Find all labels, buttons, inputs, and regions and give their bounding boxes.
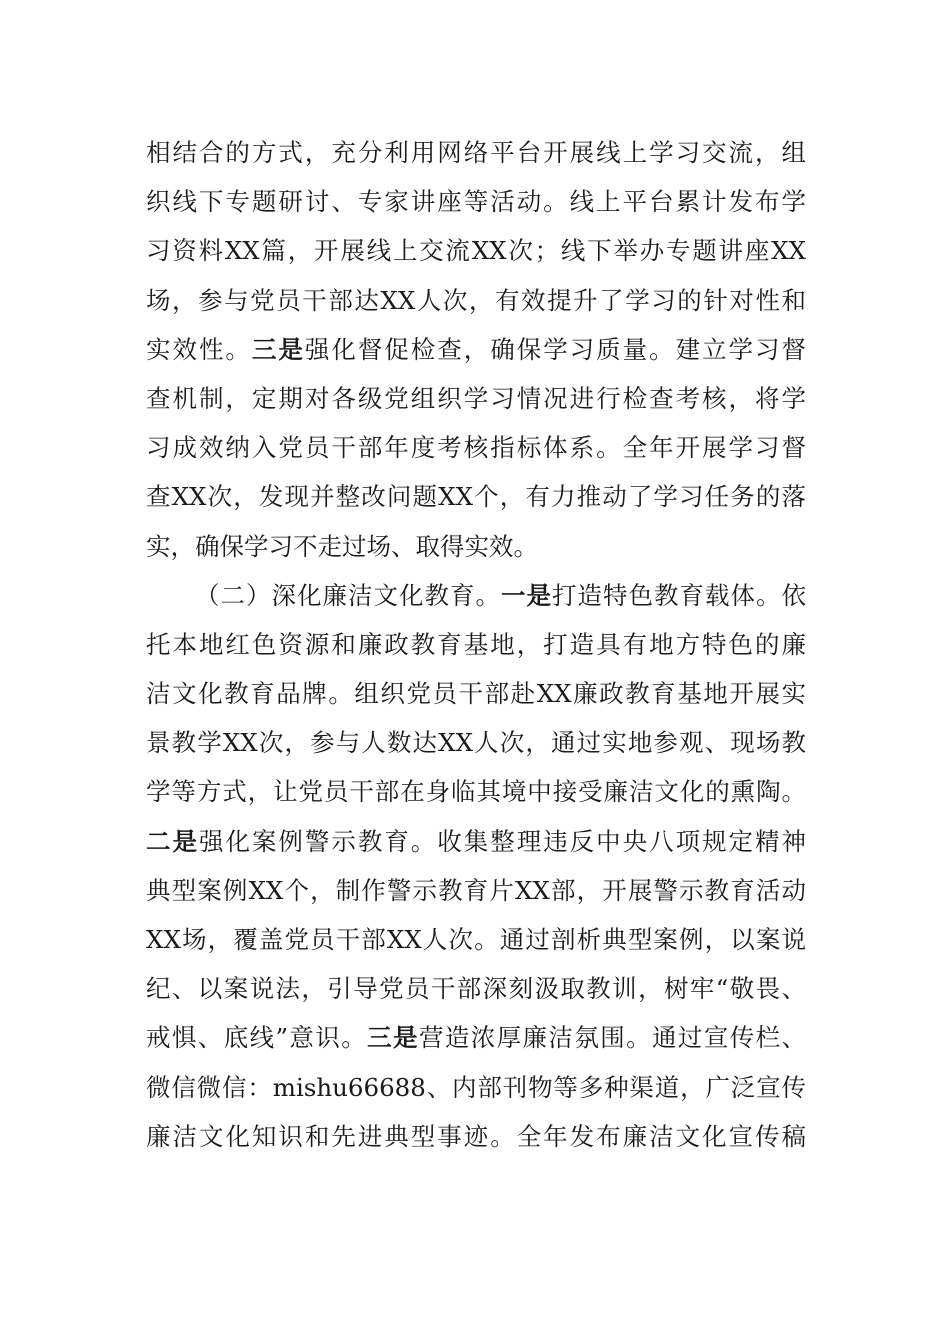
- text-segment: 营造浓厚廉洁氛围。通过宣传栏、: [418, 1023, 807, 1053]
- bold-text-segment: 一是: [501, 580, 552, 610]
- text-line: [146, 423, 806, 472]
- text-line: [146, 325, 806, 374]
- text-segment: 托本地红色资源和廉政教育基地，打造具有地方特色的廉: [146, 629, 806, 659]
- text-line: [146, 669, 806, 718]
- bold-text-segment: 三是: [251, 334, 305, 364]
- text-line: [146, 964, 806, 1013]
- text-line: [146, 767, 806, 816]
- text-line: [146, 522, 806, 571]
- text-line: [146, 374, 806, 423]
- bold-text-segment: 三是: [367, 1023, 419, 1053]
- text-segment: 强化案例警示教育。收集整理违反中央八项规定精神: [198, 826, 807, 856]
- text-segment: 微信微信：mishu66688、内部刊物等多种渠道，广泛宣传: [146, 1072, 806, 1102]
- text-segment: 典型案例XX个，制作警示教育片XX部，开展警示教育活动: [146, 875, 806, 905]
- text-segment: 习成效纳入党员干部年度考核指标体系。全年开展学习督: [146, 433, 806, 463]
- text-segment: 景教学XX次，参与人数达XX人次，通过实地参观、现场教: [146, 728, 806, 758]
- text-line: [146, 1112, 806, 1161]
- text-line: [146, 177, 806, 226]
- text-segment: 打造特色教育载体。依: [552, 580, 806, 610]
- bold-text-segment: 二是: [146, 826, 199, 856]
- text-line: [146, 1013, 806, 1062]
- text-segment: 纪、以案说法，引导党员干部深刻汲取教训，树牢“敬畏、: [146, 974, 806, 1004]
- text-line: [146, 571, 806, 620]
- text-line: [146, 915, 806, 964]
- text-segment: 戒惧、底线”意识。: [146, 1023, 368, 1053]
- text-segment: 洁文化教育品牌。组织党员干部赴XX廉政教育基地开展实: [146, 679, 806, 709]
- text-line: [146, 620, 806, 669]
- text-line: [146, 718, 806, 767]
- text-segment: 实效性。: [146, 334, 252, 364]
- text-line: [146, 817, 806, 866]
- text-line: [146, 472, 806, 521]
- text-segment: XX场，覆盖党员干部XX人次。通过剖析典型案例，以案说: [146, 925, 806, 954]
- text-line: [146, 276, 806, 325]
- text-segment: （二）深化廉洁文化教育。: [195, 580, 501, 610]
- text-line: [146, 226, 806, 275]
- text-segment: 织线下专题研讨、专家讲座等活动。线上平台累计发布学: [146, 187, 806, 217]
- text-segment: 实，确保学习不走过场、取得实效。: [146, 531, 538, 561]
- text-segment: 强化督促检查，确保学习质量。建立学习督: [304, 334, 807, 364]
- text-line: [146, 128, 806, 177]
- text-line: [146, 866, 806, 915]
- text-segment: 查XX次，发现并整改问题XX个，有力推动了学习任务的落: [146, 482, 806, 512]
- text-segment: 查机制，定期对各级党组织学习情况进行检查考核，将学: [146, 383, 806, 413]
- text-segment: 场，参与党员干部达XX人次，有效提升了学习的针对性和: [146, 285, 806, 315]
- text-segment: 廉洁文化知识和先进典型事迹。全年发布廉洁文化宣传稿: [146, 1121, 806, 1151]
- text-segment: 学等方式，让党员干部在身临其境中接受廉洁文化的熏陶。: [146, 777, 806, 807]
- body-text: [146, 128, 806, 1161]
- text-segment: 相结合的方式，充分利用网络平台开展线上学习交流，组: [146, 138, 806, 167]
- text-segment: 习资料XX篇，开展线上交流XX次；线下举办专题讲座XX: [146, 236, 806, 266]
- text-line: [146, 1063, 806, 1112]
